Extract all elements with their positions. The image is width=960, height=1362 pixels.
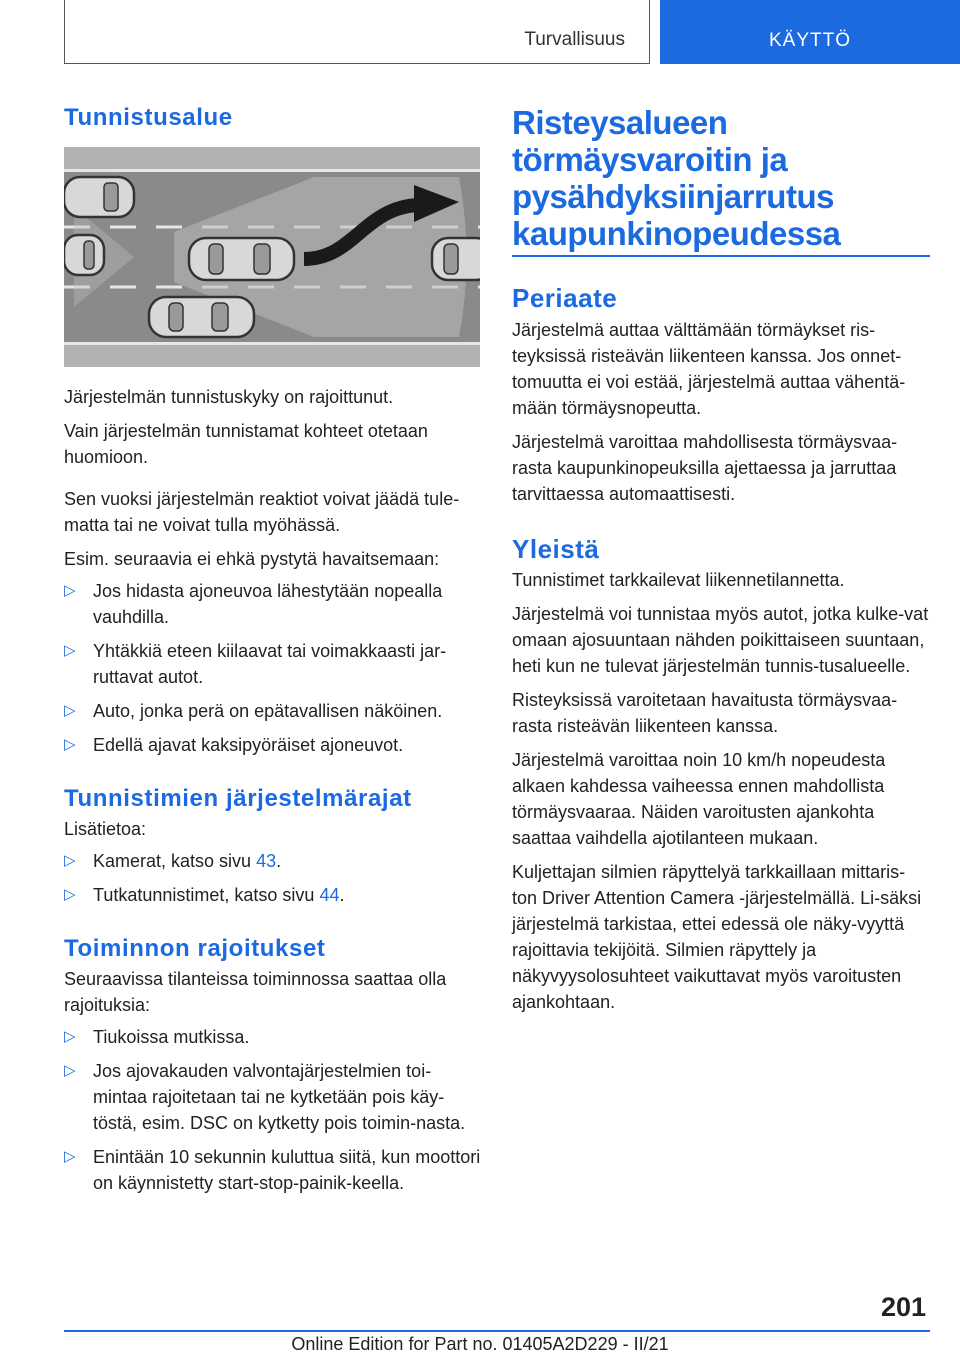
bullet-icon: ▷	[64, 702, 76, 719]
list-item: ▷ Kamerat, katso sivu 43.	[64, 848, 482, 874]
bullet-icon: ▷	[64, 642, 76, 659]
list-item: ▷ Yhtäkkiä eteen kiilaavat tai voimakkaasti jar‐ruttavat autot.	[64, 638, 482, 690]
list-item: ▷ Tiukoissa mutkissa.	[64, 1024, 482, 1050]
page-link-radar[interactable]: 44	[319, 885, 340, 905]
restrictions-list	[64, 1024, 482, 1196]
bullet-icon: ▷	[64, 852, 76, 869]
bullet-icon: ▷	[64, 1062, 76, 1079]
page-header	[0, 0, 960, 66]
list-item: ▷ Jos hidasta ajoneuvoa lähestytään nopealla vauhdilla.	[64, 578, 482, 630]
bullet-icon: ▷	[64, 1028, 76, 1045]
bullet-icon: ▷	[64, 886, 76, 903]
header-chapter-label: KÄYTTÖ	[768, 30, 851, 51]
bullet-icon: ▷	[64, 1148, 76, 1165]
paragraph: Kuljettajan silmien räpyttelyä tarkkaillaan mittaris‐ton Driver Attention Camera -järjestelmällä. Li‐säksi järjestelmä tarkistaa, ettei edessä ole näky‐vyyttä rajoittavia tekijöitä. Silmien räpyttely ja näkyvyysolosuhteet vaikuttavat myös varoitusten ajankohtaan.	[512, 862, 922, 1012]
reference-list	[64, 848, 482, 908]
detection-limits-list	[64, 578, 482, 758]
section-title: Risteysalueen törmäysvaroitin ja pysähdyksiinjarrutus kaupunkinopeudessa	[512, 104, 841, 252]
list-item: ▷ Jos ajovakauden valvontajärjestelmien toi‐mintaa rajoitetaan tai ne kytketään pois käy‐töstä, esim. DSC on kytketty pois toimin‐nasta.	[64, 1058, 482, 1136]
page-link-cameras[interactable]: 43	[256, 851, 277, 871]
paragraph: Järjestelmä varoittaa noin 10 km/h nopeudesta alkaen kahdessa vaiheessa ennen mahdollista törmäysvaaraa. Näiden varoitusten ajankohta saattaa vaihdella ajotilanteen mukaan.	[512, 750, 886, 848]
paragraph: Tunnistimet tarkkailevat liikennetilannetta.	[512, 570, 845, 590]
heading-rajoitukset: Toiminnon rajoitukset	[64, 935, 326, 962]
paragraph: Seuraavissa tilanteissa toiminnossa saattaa olla rajoituksia:	[64, 969, 447, 1015]
list-item: ▷ Enintään 10 sekunnin kuluttua siitä, kun moottori on käynnistetty start-stop-painik‐keella.	[64, 1144, 482, 1196]
paragraph: Järjestelmä varoittaa mahdollisesta törmäysvaa‐rasta kaupunkinopeuksilla ajettaessa ja jarruttaa tarvittaessa automaattisesti.	[512, 431, 898, 504]
paragraph: Järjestelmän tunnistuskyky on rajoittunut.	[64, 387, 394, 407]
list-item: ▷ Tutkatunnistimet, katso sivu 44.	[64, 882, 482, 908]
left-body	[64, 376, 482, 1204]
header-box	[64, 0, 650, 64]
detection-area-figure	[64, 147, 480, 367]
paragraph: Järjestelmä auttaa välttämään törmäykset ris‐teyksissä risteävän liikenteen kanssa. Jos onnet‐tomuutta ei voi estää, järjestelmä auttaa vähentä‐mään törmäysnopeutta.	[512, 319, 906, 418]
list-item: ▷ Edellä ajavat kaksipyöräiset ajoneuvot.	[64, 732, 482, 758]
paragraph: Järjestelmä voi tunnistaa myös autot, jotka kulke‐vat omaan ajosuuntaan nähden poikittaiseen suuntaan, heti kun ne tulevat järjestelmän tunnis‐tusalueelle.	[512, 604, 929, 676]
detection-area-illustration	[64, 147, 480, 367]
paragraph: Esim. seuraavia ei ehkä pystytä havaitsemaan:	[64, 549, 440, 569]
title-rule	[512, 255, 930, 257]
list-item: ▷ Auto, jonka perä on epätavallisen näköinen.	[64, 698, 482, 724]
bullet-icon: ▷	[64, 582, 76, 599]
paragraph: Vain järjestelmän tunnistamat kohteet otetaan huomioon.	[64, 421, 428, 467]
heading-tunnistusalue: Tunnistusalue	[64, 104, 233, 131]
header-chapter	[660, 0, 960, 64]
heading-jarjestelmarajat: Tunnistimien järjestelmärajat	[64, 785, 412, 812]
paragraph: Sen vuoksi järjestelmän reaktiot voivat jäädä tule‐matta tai ne voivat tulla myöhässä.	[64, 489, 460, 535]
bullet-icon: ▷	[64, 736, 76, 753]
heading-periaate: Periaate	[512, 283, 618, 313]
footer-edition: Online Edition for Part no. 01405A2D229 - II/21	[291, 1334, 669, 1354]
heading-yleista: Yleistä	[512, 533, 600, 564]
header-section: Turvallisuus	[524, 29, 625, 50]
footer-rule	[64, 1330, 930, 1332]
paragraph: Risteyksissä varoitetaan havaitusta törmäysvaa‐rasta risteävän liikenteen kanssa.	[512, 690, 898, 736]
paragraph: Lisätietoa:	[64, 819, 147, 839]
right-body	[512, 282, 930, 1015]
page-number: 201	[880, 1292, 926, 1322]
